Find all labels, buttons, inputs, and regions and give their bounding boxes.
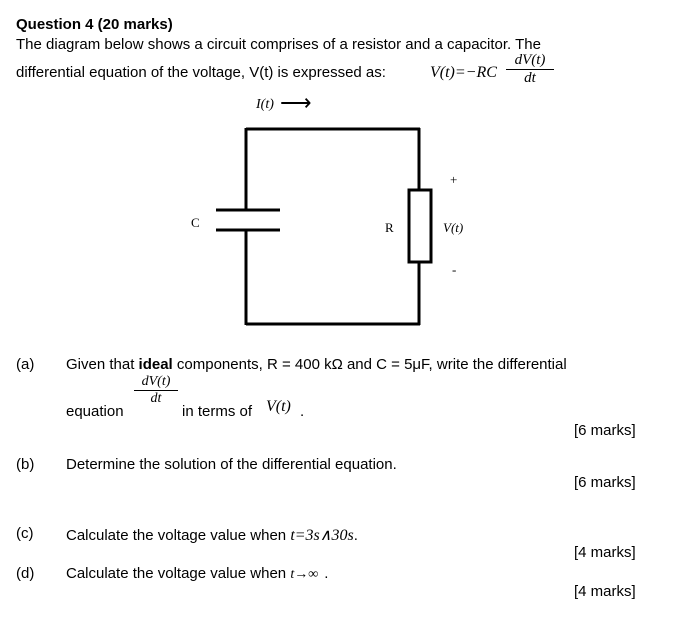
equation-denominator: dt bbox=[524, 70, 536, 86]
part-d-text-main: Calculate the voltage value when bbox=[66, 565, 291, 582]
equation-lhs: V(t)=−RC bbox=[430, 64, 497, 81]
circuit-wires bbox=[246, 128, 420, 325]
part-a-text-after: components, R = 400 kΩ and C = 5μF, write the differential bbox=[172, 356, 567, 373]
part-a-label: (a) bbox=[16, 356, 35, 373]
capacitor-symbol bbox=[216, 210, 280, 230]
part-a-fraction bbox=[134, 374, 178, 407]
equation-numerator: dV(t) bbox=[506, 52, 554, 70]
part-d-marks: [4 marks] bbox=[574, 583, 636, 600]
part-a-line2-var: V(t) bbox=[266, 398, 291, 415]
part-a-line2-before: equation bbox=[66, 403, 124, 420]
intro-line-1: The diagram below shows a circuit comprises of a resistor and a capacitor. The bbox=[16, 36, 541, 53]
resistor-symbol bbox=[409, 190, 431, 262]
part-a-text bbox=[66, 356, 567, 373]
part-b-label: (b) bbox=[16, 456, 35, 473]
part-d-text bbox=[66, 565, 328, 583]
part-a-line2-end: . bbox=[300, 403, 305, 420]
part-a-fraction-denominator: dt bbox=[150, 391, 162, 406]
part-c-label: (c) bbox=[16, 525, 34, 542]
part-c-expression: t=3s∧30s bbox=[290, 527, 354, 544]
resistor-label: R bbox=[385, 220, 394, 235]
part-a-line2-mid: in terms of bbox=[182, 403, 253, 420]
voltage-plus-sign: + bbox=[450, 172, 458, 187]
part-a-text-before: Given that bbox=[66, 356, 139, 373]
question-title: Question 4 (20 marks) bbox=[16, 16, 173, 33]
current-label: I(t) bbox=[256, 97, 274, 112]
part-a-marks: [6 marks] bbox=[574, 422, 636, 439]
part-a-fraction-numerator: dV(t) bbox=[134, 374, 178, 391]
capacitor-label: C bbox=[191, 215, 200, 230]
part-a-text-bold: ideal bbox=[138, 356, 173, 373]
part-d-expression: t→∞ bbox=[290, 567, 319, 582]
part-d-end: . bbox=[324, 565, 329, 582]
intro-line-2: differential equation of the voltage, V(t) is expressed as: bbox=[16, 64, 386, 81]
part-c-text-main: Calculate the voltage value when bbox=[66, 527, 291, 544]
part-b-marks: [6 marks] bbox=[574, 474, 636, 491]
part-c-end: . bbox=[353, 527, 358, 544]
part-b-text: Determine the solution of the differential equation. bbox=[66, 456, 397, 473]
part-c-text bbox=[66, 525, 358, 545]
voltage-minus-sign: - bbox=[452, 262, 457, 277]
voltage-label: V(t) bbox=[443, 220, 464, 235]
current-arrow-icon: ⟶ bbox=[280, 90, 312, 115]
part-d-label: (d) bbox=[16, 565, 35, 582]
part-c-marks: [4 marks] bbox=[574, 544, 636, 561]
